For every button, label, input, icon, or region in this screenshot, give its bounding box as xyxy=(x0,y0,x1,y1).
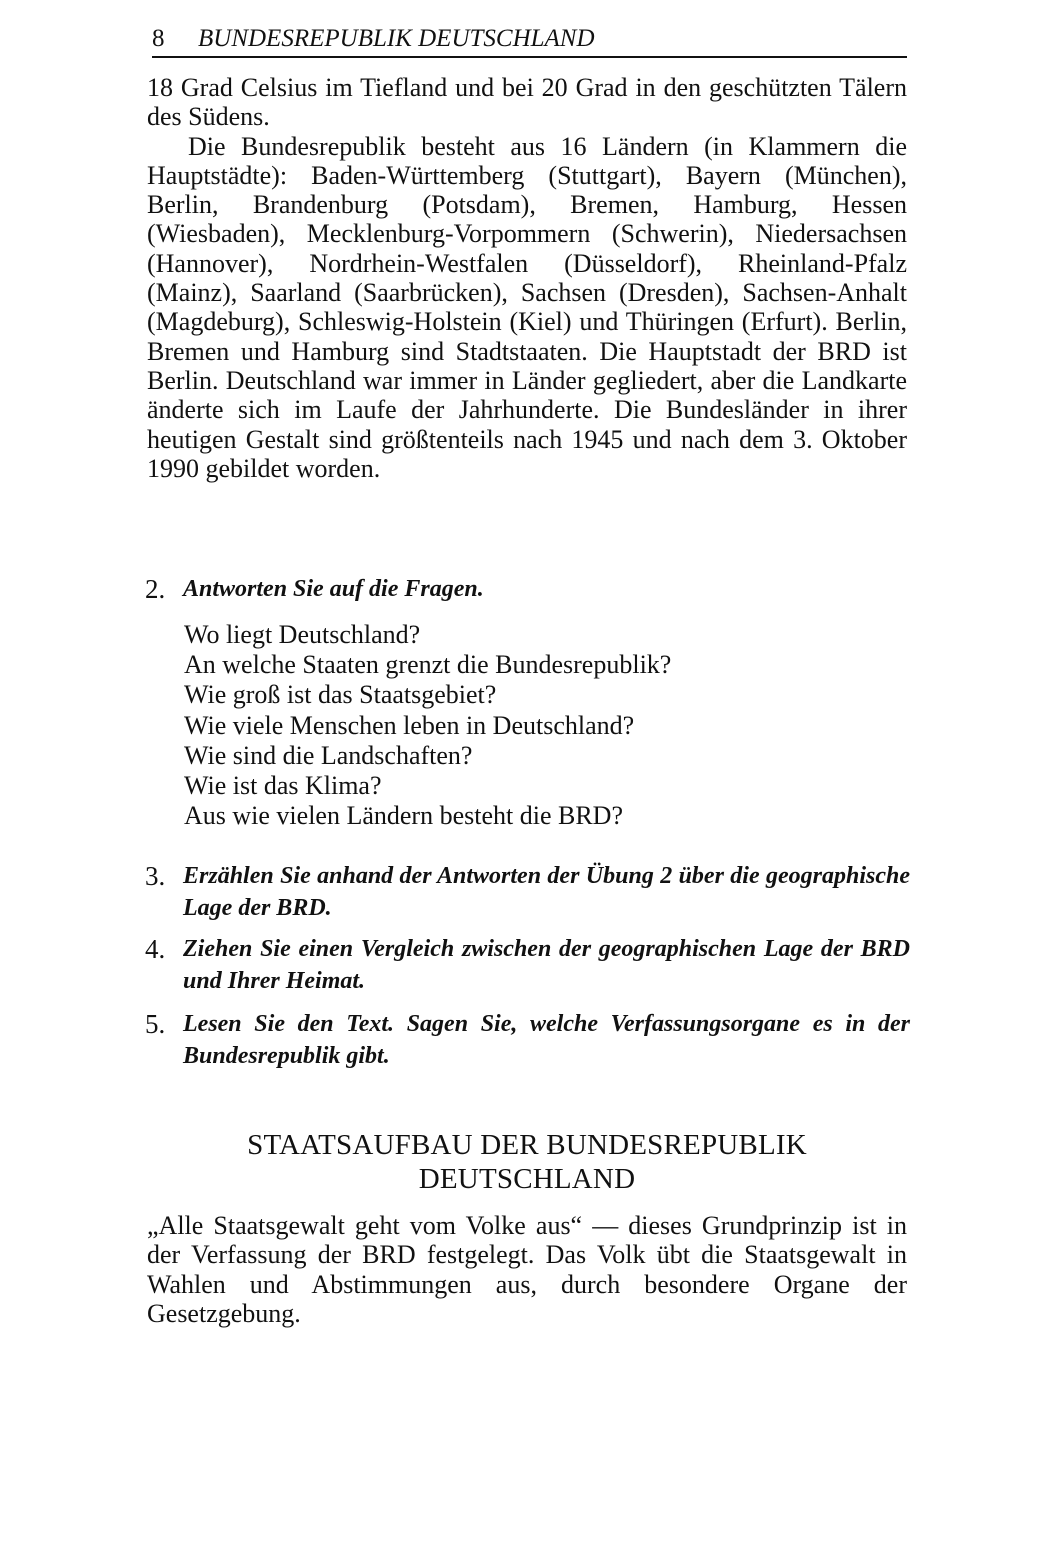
question-item: Wie sind die Landschaften? xyxy=(184,740,473,770)
paragraph-laender: Die Bundesrepublik besteht aus 16 Ländern (in Klammern die Hauptstädte): Baden-Württemberg (Stuttgart), Bayern (München), Berlin, Brandenburg (Potsdam), Bremen, Hamburg, Hessen (Wiesbaden), Mecklenburg-Vorpommern (Schwerin), Niedersachsen (Hannover), Nordrhein-Westfalen (Düsseldorf), Rheinland-Pfalz (Mainz), Saarland (Saarbrücken), Sachsen (Dresden), Sachsen-Anhalt (Magdeburg), Schleswig-Holstein (Kiel) und Thüringen (Erfurt). Berlin, Bremen und Hamburg sind Stadtstaaten. Die Hauptstadt der BRD ist Berlin. Deutschland war immer in Länder gegliedert, aber die Landkarte änderte sich im Laufe der Jahrhunderte. Die Bundesländer in ihrer heutigen Gestalt sind größtenteils nach 1945 und nach dem 3. Oktober 1990 gebildet worden. xyxy=(147,131,907,483)
page-number: 8 xyxy=(152,25,165,52)
question-item: Aus wie vielen Ländern besteht die BRD? xyxy=(184,801,623,831)
exercise-instruction: Lesen Sie den Text. Sagen Sie, welche Verfassungsorgane es in der Bundesrepublik gibt. xyxy=(183,1011,910,1069)
exercise-3 xyxy=(145,860,910,924)
running-header xyxy=(152,22,907,58)
exercise-number: 5. xyxy=(145,1009,166,1039)
paragraph-climate-end: 18 Grad Celsius im Tiefland und bei 20 Grad in den geschützten Tälern des Südens. xyxy=(147,73,907,132)
exercise-4 xyxy=(145,933,910,997)
question-item: Wie groß ist das Staatsgebiet? xyxy=(184,680,497,710)
question-item: Wie ist das Klima? xyxy=(184,771,382,801)
exercise-number: 3. xyxy=(145,861,166,891)
exercise-2 xyxy=(145,573,910,605)
paragraph-staatsgewalt: „Alle Staatsgewalt geht vom Volke aus“ — dieses Grundprinzip ist in der Verfassung der BRD festgelegt. Das Volk übt die Staatsgewalt in Wahlen und Abstimmungen aus, durch besondere Organe der Gesetzgebung. xyxy=(147,1211,907,1328)
exercise-instruction: Ziehen Sie einen Vergleich zwischen der geographischen Lage der BRD und Ihrer Heimat. xyxy=(183,936,910,994)
exercise-number: 2. xyxy=(145,574,166,604)
question-item: Wie viele Menschen leben in Deutschland? xyxy=(184,710,635,740)
section-title xyxy=(147,1128,907,1196)
exercise-instruction: Antworten Sie auf die Fragen. xyxy=(183,576,484,602)
body-text-section xyxy=(147,1211,907,1328)
exercise-5 xyxy=(145,1008,910,1072)
exercise-number: 4. xyxy=(145,934,166,964)
running-title: BUNDESREPUBLIK DEUTSCHLAND xyxy=(198,25,595,52)
question-list xyxy=(184,620,884,831)
section-title-line-2: DEUTSCHLAND xyxy=(418,1163,636,1195)
question-item: Wo liegt Deutschland? xyxy=(184,620,421,649)
exercise-instruction: Erzählen Sie anhand der Antworten der Übung 2 über die geographische Lage der BRD. xyxy=(183,863,910,921)
section-title-line-1: STAATSAUFBAU DER BUNDESREPUBLIK xyxy=(247,1129,807,1161)
body-text-top xyxy=(147,73,907,483)
question-item: An welche Staaten grenzt die Bundesrepublik? xyxy=(184,650,672,680)
